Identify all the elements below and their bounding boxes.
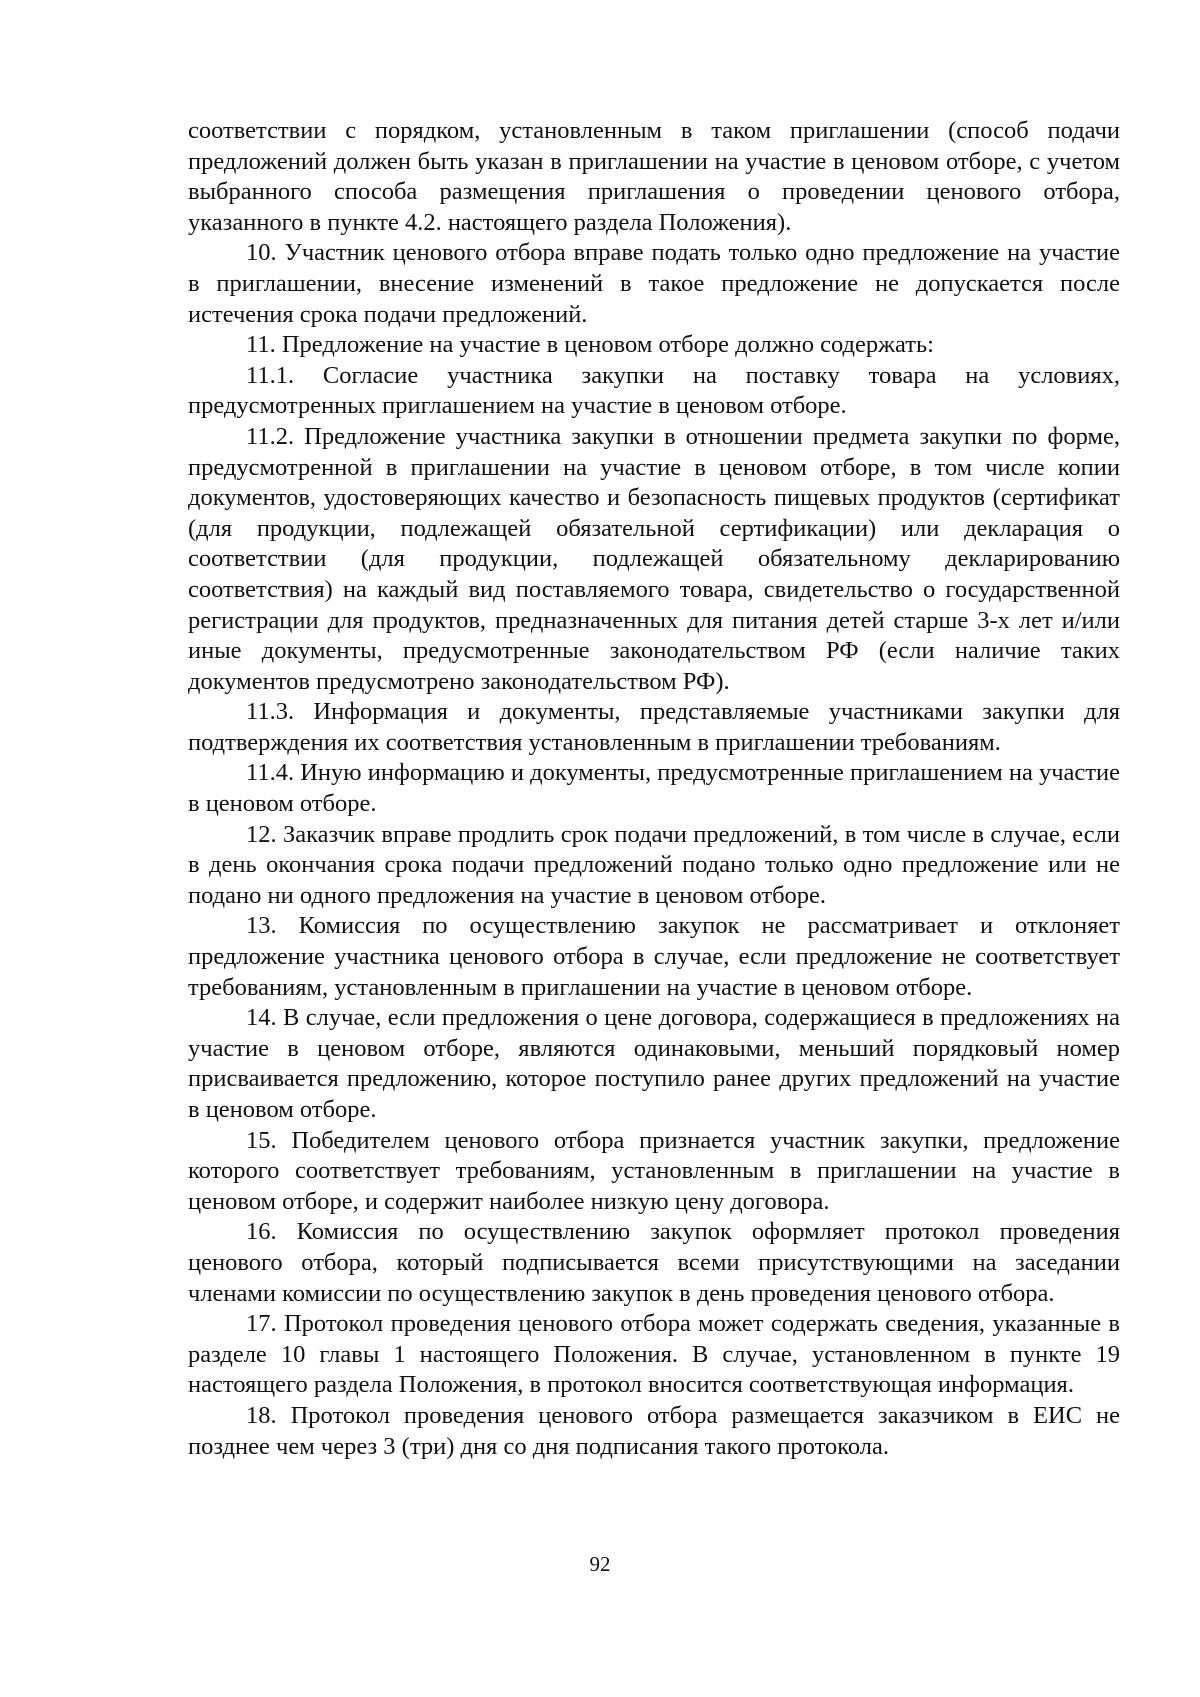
paragraph-continuation: соответствии с порядком, установленным в таком приглашении (способ подачи предложений должен быть указан в приглашении на участие в ценовом отборе, с учетом выбранного способа размещения приглашения о проведении ценового отбора, указанного в пункте 4.2. настоящего раздела Положения). xyxy=(188,117,1120,236)
paragraph-13: 13. Комиссия по осуществлению закупок не рассматривает и отклоняет предложение участника ценового отбора в случае, если предложение не соответствует требованиям, установленным в приглашении на участие в ценовом отборе. xyxy=(188,912,1120,1001)
paragraph-17: 17. Протокол проведения ценового отбора может содержать сведения, указанные в разделе 10 главы 1 настоящего Положения. В случае, установленном в пункте 19 настоящего раздела Положения, в протокол вносится соответствующая информация. xyxy=(188,1310,1120,1399)
paragraph-18: 18. Протокол проведения ценового отбора размещается заказчиком в ЕИС не позднее чем через 3 (три) дня со дня подписания такого протокола. xyxy=(188,1401,1120,1460)
paragraph-10: 10. Участник ценового отбора вправе подать только одно предложение на участие в приглашении, внесение изменений в такое предложение не допускается после истечения срока подачи предложений. xyxy=(188,239,1120,328)
paragraph-11-4: 11.4. Иную информацию и документы, предусмотренные приглашением на участие в ценовом отборе. xyxy=(188,759,1120,818)
paragraph-14: 14. В случае, если предложения о цене договора, содержащиеся в предложениях на участие в ценовом отборе, являются одинаковыми, меньший порядковый номер присваивается предложению, которое поступило ранее других предложений на участие в ценовом отборе. xyxy=(188,1004,1120,1123)
paragraph-11: 11. Предложение на участие в ценовом отборе должно содержать: xyxy=(246,331,934,359)
paragraph-15: 15. Победителем ценового отбора признается участник закупки, предложение которого соответствует требованиям, установленным в приглашении на участие в ценовом отборе, и содержит наиболее низкую цену договора. xyxy=(188,1126,1120,1215)
paragraph-11-3: 11.3. Информация и документы, представляемые участниками закупки для подтверждения их соответствия установленным в приглашении требованиям. xyxy=(188,698,1120,756)
paragraph-11-2: 11.2. Предложение участника закупки в отношении предмета закупки по форме, предусмотренной в приглашении на участие в ценовом отборе, в том числе копии документов, удостоверяющих качество и безопасность пищевых продуктов (сертификат (для продукции, подлежащей обязательной сертификации) или декларация о соответствии (для продукции, подлежащей обязательному декларированию соответствия) на каждый вид поставляемого товара, свидетельство о государственной регистрации для продуктов, предназначенных для питания детей старше 3-х лет и/или иные документы, предусмотренные законодательством РФ (если наличие таких документов предусмотрено законодательством РФ). xyxy=(188,422,1120,695)
document-body xyxy=(188,116,1120,1462)
paragraph-11-1: 11.1. Согласие участника закупки на поставку товара на условиях, предусмотренных приглашением на участие в ценовом отборе. xyxy=(188,361,1120,420)
paragraph-12: 12. Заказчик вправе продлить срок подачи предложений, в том числе в случае, если в день окончания срока подачи предложений подано только одно предложение или не подано ни одного предложения на участие в ценовом отборе. xyxy=(188,820,1120,909)
page-number: 92 xyxy=(589,1552,611,1576)
paragraph-16: 16. Комиссия по осуществлению закупок оформляет протокол проведения ценового отбора, который подписывается всеми присутствующими на заседании членами комиссии по осуществлению закупок в день проведения ценового отбора. xyxy=(188,1218,1120,1307)
